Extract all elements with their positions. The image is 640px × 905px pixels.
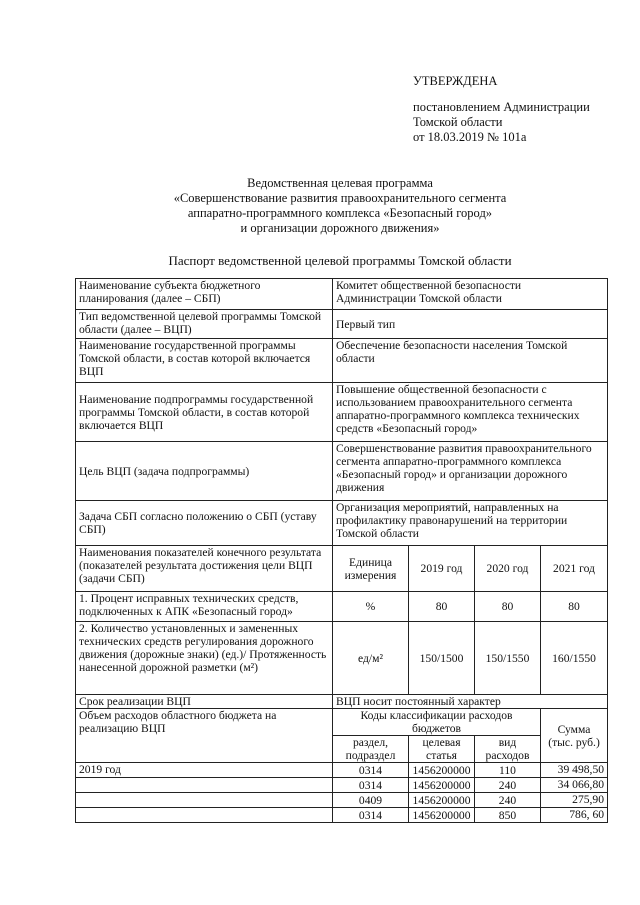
program-title [70, 176, 610, 236]
sbp-label: Наименование субъекта бюджетного планирования (далее – СБП) [76, 279, 333, 310]
sbp-value: Комитет общественной безопасности Администрации Томской области [333, 279, 608, 310]
indicator-2-2020: 150/1550 [475, 622, 541, 695]
budget-empty-cell [76, 778, 333, 793]
budget-row-kind: 110 [475, 763, 541, 778]
goal-label: Цель ВЦП (задача подпрограммы) [76, 442, 333, 501]
goal-value: Совершенствование развития правоохранительного сегмента аппаратно-программного комплекса «Безопасный город» и организации дорожного движения [333, 442, 608, 501]
title-line-3: аппаратно-программного комплекса «Безопасный город» [187, 206, 493, 220]
title-line-2: «Совершенствование развития правоохранительного сегмента [173, 191, 507, 205]
indicator-1-label: 1. Процент исправных технических средств, подключенных к АПК «Безопасный город» [76, 592, 333, 622]
codes-header: Коды классификации расходов бюджетов [333, 709, 541, 736]
budget-row-sum: 786, 60 [541, 808, 608, 823]
section-header: раздел, подраздел [333, 736, 409, 763]
approval-line-2: Томской области [413, 115, 503, 129]
budget-year: 2019 год [76, 763, 333, 778]
budget-row-sum: 275,90 [541, 793, 608, 808]
article-header: целевая статья [409, 736, 475, 763]
approval-status: УТВЕРЖДЕНА [413, 74, 498, 88]
sum-header: Сумма (тыс. руб.) [541, 709, 608, 763]
budget-row-article: 1456200000 [409, 808, 475, 823]
budget-row-kind: 850 [475, 808, 541, 823]
budget-empty-cell [76, 793, 333, 808]
budget-row-section: 0314 [333, 778, 409, 793]
indicator-1-unit: % [333, 592, 409, 622]
approval-line-1: постановлением Администрации [413, 100, 590, 114]
kind-header: вид расходов [475, 736, 541, 763]
indicator-2-2021: 160/1550 [541, 622, 608, 695]
indicator-1-2019: 80 [409, 592, 475, 622]
title-line-4: и организации дорожного движения» [240, 221, 440, 235]
budget-row-section: 0314 [333, 808, 409, 823]
indicator-1-2020: 80 [475, 592, 541, 622]
subprogram-label: Наименование подпрограммы государственной программы Томской области, в состав которой включается ВЦП [76, 383, 333, 442]
gp-label: Наименование государственной программы Томской области, в состав которой включается ВЦП [76, 339, 333, 383]
title-line-1: Ведомственная целевая программа [247, 176, 433, 190]
indicator-2-label: 2. Количество установленных и замененных технических средств регулирования дорожного движения (дорожные знаки) (ед.)/ Протяженность нанесенной дорожной разметки (м²) [76, 622, 333, 695]
year-2021-header: 2021 год [541, 546, 608, 592]
budget-row-article: 1456200000 [409, 793, 475, 808]
task-label: Задача СБП согласно положению о СБП (уставу СБП) [76, 501, 333, 546]
term-value: ВЦП носит постоянный характер [333, 695, 608, 709]
budget-row-kind: 240 [475, 793, 541, 808]
indicator-2-unit: ед/м² [333, 622, 409, 695]
indicator-2-2019: 150/1500 [409, 622, 475, 695]
approval-line-3: от 18.03.2019 № 101а [413, 130, 527, 144]
budget-row-sum: 34 066,80 [541, 778, 608, 793]
gp-value: Обеспечение безопасности населения Томской области [333, 339, 608, 383]
year-2019-header: 2019 год [409, 546, 475, 592]
term-label: Срок реализации ВЦП [76, 695, 333, 709]
budget-row-article: 1456200000 [409, 778, 475, 793]
budget-row-kind: 240 [475, 778, 541, 793]
type-value: Первый тип [333, 310, 608, 339]
subprogram-value: Повышение общественной безопасности с использованием правоохранительного сегмента аппаратно-программного комплекса технических средств «Безопасный город» [333, 383, 608, 442]
budget-row-article: 1456200000 [409, 763, 475, 778]
type-label: Тип ведомственной целевой программы Томской области (далее – ВЦП) [76, 310, 333, 339]
budget-row-section: 0409 [333, 793, 409, 808]
budget-empty-cell [76, 808, 333, 823]
year-2020-header: 2020 год [475, 546, 541, 592]
passport-table [75, 278, 608, 823]
indicators-header-label: Наименования показателей конечного результата (показателей результата достижения цели ВЦП (задачи СБП) [76, 546, 333, 592]
budget-row-section: 0314 [333, 763, 409, 778]
indicator-1-2021: 80 [541, 592, 608, 622]
passport-title: Паспорт ведомственной целевой программы Томской области [168, 253, 512, 268]
budget-label: Объем расходов областного бюджета на реализацию ВЦП [76, 709, 333, 763]
budget-row-sum: 39 498,50 [541, 763, 608, 778]
approval-block [413, 74, 590, 145]
unit-header: Единица измерения [333, 546, 409, 592]
task-value: Организация мероприятий, направленных на профилактику правонарушений на территории Томской области [333, 501, 608, 546]
